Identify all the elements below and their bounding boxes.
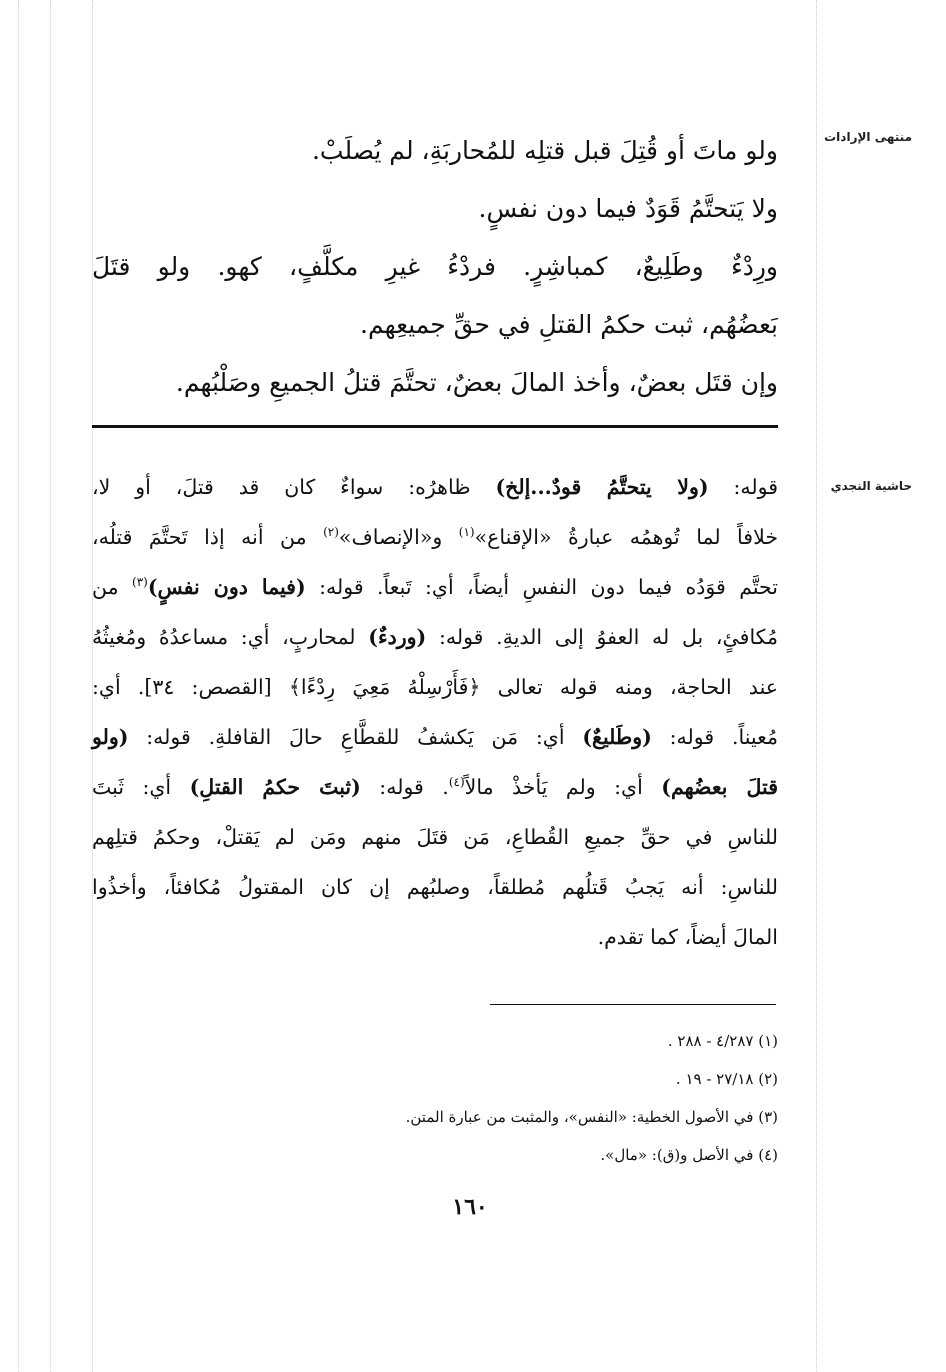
- matn-line: وإن قتَل بعضٌ، وأخذ المالَ بعضٌ، تحتَّمَ قتلُ الجميعِ وصَلْبُهم.: [175, 368, 778, 397]
- matn-line: ورِدْءٌ وطَلِيعٌ، كمباشِرٍ. فردْءُ غيرِ مكلَّفٍ، كهو. ولو قتَلَ: [92, 252, 778, 281]
- text-run: أي: ثَبتَ: [92, 775, 190, 799]
- commentary-line: للناسِ في حقِّ جميعِ القُطاعِ، مَن قتَلَ منهم ومَن لم يَقتلْ، وحكمُ قتلِهم: [92, 825, 778, 849]
- text-run: خلافاً لما تُوهمُه عبارةُ «الإقناع»: [474, 525, 778, 549]
- main-text: [92, 122, 778, 412]
- quoted-phrase: قتلَ بعضُهم): [661, 775, 779, 799]
- commentary-line: عند الحاجة، ومنه قوله تعالى ﴿فَأَرْسِلْهُ مَعِيَ رِدْءًا﴾ [القصص: ٣٤]. أي:: [92, 675, 778, 699]
- commentary-line: [92, 762, 778, 812]
- text-run: و«الإنصاف»: [338, 525, 459, 549]
- quoted-phrase: (فيما دون نفسٍ): [147, 575, 306, 599]
- quoted-phrase: (ولا يتحتَّمُ قودٌ...إلخ): [495, 475, 709, 499]
- quoted-phrase: (ثبتَ حكمُ القتلِ): [189, 775, 361, 799]
- quoted-phrase: (وردءٌ): [368, 625, 427, 649]
- commentary-line: [92, 562, 778, 612]
- footnote-ref: (٤): [448, 775, 465, 790]
- matn-line: بَعضُهُم، ثبت حكمُ القتلِ في حقِّ جميعِهم.: [360, 310, 778, 339]
- footnote: (٤) في الأصل و(ق): «مال».: [600, 1146, 778, 1164]
- text-run: تحتَّم قوَدُه فيما دون النفسِ أيضاً، أي: تَبعاً. قوله:: [305, 575, 778, 599]
- footnote-ref: (١): [458, 525, 475, 540]
- text-run: ظاهرُه: سواءٌ كان قد قتلَ، أو لا،: [92, 475, 496, 499]
- text-run: لمحاربٍ، أي: مساعدُهُ ومُغيثُهُ: [92, 625, 369, 649]
- text-run: مُكافئٍ، بل له العفوُ إلى الديةِ. قوله:: [426, 625, 778, 649]
- footnote-ref: (٣): [132, 575, 148, 590]
- commentary-line: [92, 612, 778, 662]
- scan-guide-line: [18, 0, 19, 1372]
- side-label-hashiya: حاشية النجدي: [830, 479, 912, 493]
- footnote: (١) ٤/٢٨٧ - ٢٨٨ .: [667, 1032, 778, 1050]
- commentary-line: [92, 712, 778, 762]
- footnote: (٢) ٢٧/١٨ - ١٩ .: [675, 1070, 778, 1088]
- footnote-divider: [490, 1004, 776, 1005]
- text-run: مُعيناً. قوله:: [651, 725, 778, 749]
- scan-guide-line: [816, 0, 817, 1372]
- commentary-text: [92, 462, 778, 962]
- commentary-line: المالَ أيضاً، كما تقدم.: [597, 925, 778, 949]
- section-divider: [92, 425, 778, 428]
- text-run: أي: مَن يَكشفُ للقطَّاعِ حالَ القافلةِ. قوله:: [128, 725, 583, 749]
- text-run: أي: ولم يَأخذْ مالاً: [464, 775, 662, 799]
- text-run: قوله:: [708, 475, 778, 499]
- commentary-line: [92, 462, 778, 512]
- commentary-line: [92, 512, 778, 562]
- side-label-muntaha: منتهى الإرادات: [824, 130, 912, 144]
- text-run: . قوله:: [360, 775, 449, 799]
- footnote: (٣) في الأصول الخطية: «النفس»، والمثبت من عبارة المتن.: [405, 1108, 778, 1126]
- page-number: ١٦٠: [452, 1194, 488, 1220]
- text-run: من أنه إذا تَحتَّمَ قتلُه،: [92, 525, 324, 549]
- text-run: من: [92, 575, 132, 599]
- footnotes: [300, 1022, 778, 1174]
- quoted-phrase: (ولو: [92, 725, 129, 749]
- commentary-line: للناسِ: أنه يَجبُ قَتلُهم مُطلقاً، وصلبُهم إن كان المقتولُ مُكافئاً، وأخذُوا: [92, 875, 778, 899]
- matn-line: ولا يَتحتَّمُ قَوَدٌ فيما دون نفسٍ.: [478, 194, 778, 223]
- scan-guide-line: [50, 0, 51, 1372]
- footnote-ref: (٢): [323, 525, 339, 540]
- matn-line: ولو ماتَ أو قُتِلَ قبل قتلِه للمُحاربَةِ، لم يُصلَبْ.: [311, 136, 778, 165]
- quoted-phrase: (وطَليعٌ): [582, 725, 652, 749]
